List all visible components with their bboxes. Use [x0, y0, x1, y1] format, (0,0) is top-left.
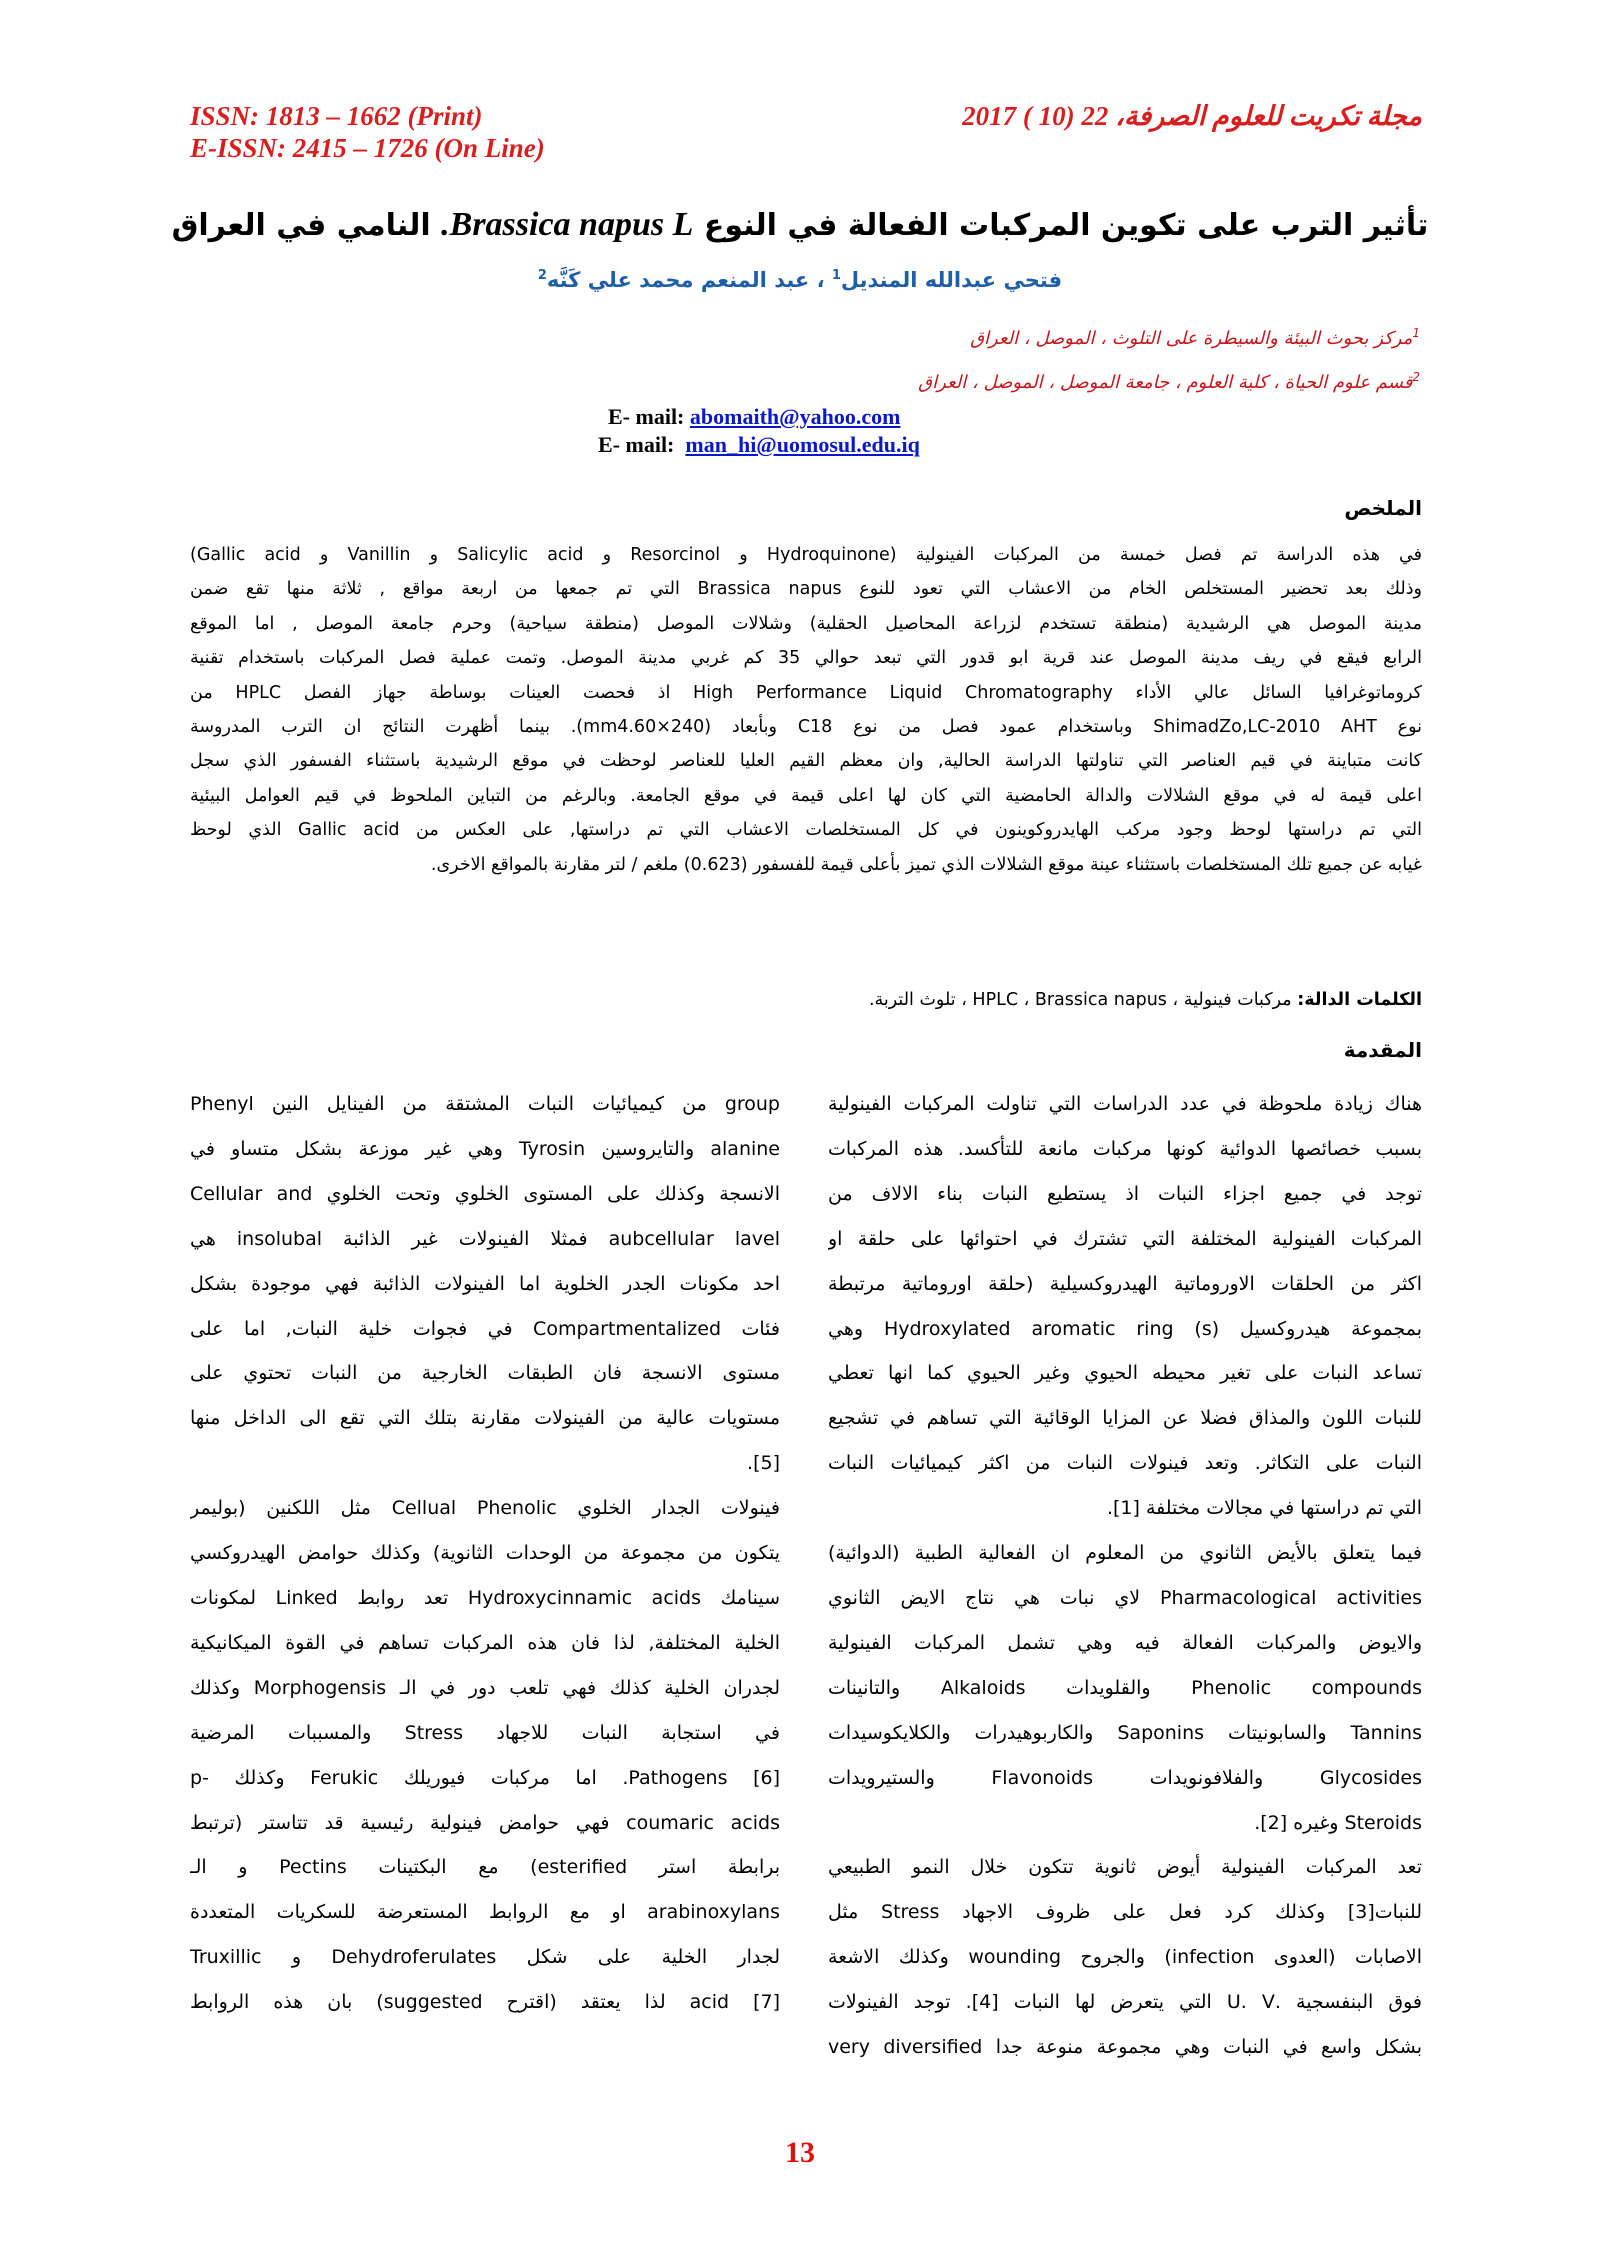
intro-line: coumaric acids فهي حوامض فينولية رئيسية قد تتاستر (ترتبط [190, 1811, 780, 1834]
issn-online: E-ISSN: 2415 – 1726 (On Line) [190, 133, 545, 163]
author-2: عبد المنعم محمد علي كَنَّه [546, 268, 810, 292]
abstract-line: الرابع فيقع في ريف مدينة الموصل عند قرية ابو قدور التي تبعد حوالي 35 كم غربي مدينة الموصل. وتمت عملية فصل المركبات باستخدام تقنية [190, 648, 1422, 669]
abstract-heading: الملخص [1344, 496, 1422, 520]
intro-line: [5]. [747, 1452, 780, 1475]
intro-line: التي تم دراستها في مجالات مختلفة [1]. [1106, 1497, 1422, 1520]
email-2 [598, 432, 920, 458]
intro-line: تساعد النبات على تغير محيطه الحيوي وغير الحيوي كما انها تعطي [828, 1362, 1422, 1385]
intro-line: للنبات اللون والمذاق فضلا عن المزايا الوقائية التي تساهم في تشجيع [828, 1407, 1422, 1430]
intro-line: بسبب خصائصها الدوائية كونها مركبات مانعة للتأكسد. هذه المركبات [828, 1137, 1422, 1160]
intro-line: لجدران الخلية كذلك فهي تلعب دور في الـ Morphogensis وكذلك [190, 1676, 780, 1699]
intro-line: سينامك Hydroxycinnamic acids تعد روابط Linked لمكونات [190, 1586, 780, 1609]
intro-line: يتكون من مجموعة من الوحدات الثانوية) وكذلك حوامض الهيدروكسي [190, 1542, 780, 1565]
paper-title [150, 205, 1450, 246]
intro-line: Pharmacological activities لاي نبات هي نتاج الايض الثانوي [828, 1586, 1422, 1609]
affiliation-2 [918, 362, 1420, 398]
intro-line: في استجابة النبات للاجهاد Stress والمسببات المرضية [190, 1721, 780, 1744]
intro-line: والايوض والمركبات الفعالة فيه وهي تشمل المركبات الفينولية [828, 1631, 1422, 1654]
intro-line: فيما يتعلق بالأيض الثانوي من المعلوم ان الفعالية الطبية (الدوائية) [828, 1542, 1422, 1565]
intro-line: Pathogens [6]. اما مركبات فيوريلك Ferukic وكذلك -p [190, 1766, 780, 1789]
page-number: 13 [785, 2136, 815, 2169]
intro-line: Tannins والسابونيتات Saponins والكاربوهيدرات والكلايكوسيدات [828, 1721, 1422, 1744]
author-1-affil: 1 [831, 268, 841, 283]
issn-print: ISSN: 1813 – 1662 (Print) [190, 101, 483, 131]
intro-line: acid [7] لذا يعتقد (اقترح suggested) بان هذه الروابط [190, 1991, 780, 2014]
abstract-line: مدينة الموصل هي الرشيدية (منطقة تستخدم لزراعة المحاصيل الحقلية) وشلالات الموصل (منطقة سياحية) وحرم جامعة الموصل , اما الموقع [190, 613, 1422, 634]
abstract-line: غيابه عن جميع تلك المستخلصات باستثناء عينة موقع الشلالات الذي تميز بأعلى قيمة للفسفور (0.623) ملغم / لتر مقارنة بالمواقع الاخرى. [430, 854, 1422, 875]
abstract-line: التي تم دراستها لوحظ وجود مركب الهايدروكوينون في كل المستخلصات الاعشاب التي تم دراستها, على العكس من Gallic acid الذي لوحظ [190, 820, 1422, 841]
email-2-link[interactable]: man_hi@uomosul.edu.iq [685, 432, 920, 457]
intro-line: اكثر من الحلقات الاوروماتية الهيدروكسيلية (حلقة اوروماتية مرتبطة [828, 1272, 1422, 1295]
intro-line: مستوى الانسجة فان الطبقات الخارجية من النبات تحتوي على [190, 1362, 780, 1385]
title-species: Brassica napus L. [441, 206, 694, 243]
intro-line: مستويات عالية من الفينولات مقارنة بتلك التي تقع الى الداخل منها [190, 1407, 780, 1430]
abstract-line: نوع ShimadZo,LC-2010 AHT وباستخدام عمود فصل من نوع C18 وبأبعاد (mm4.60×240). بينما أظهرت النتائج ان الترب المدروسة [190, 717, 1422, 738]
author-separator: ، [816, 268, 825, 292]
email-1-label: E- mail: [608, 404, 685, 429]
intro-line: فينولات الجدار الخلوي Cellual Phenolic مثل اللكنين (بوليمر [190, 1497, 780, 1520]
intro-line: الانسجة وكذلك على المستوى الخلوي وتحت الخلوي Cellular and [190, 1182, 780, 1205]
affiliation-2-marker: 2 [1412, 370, 1420, 384]
abstract-line: في هذه الدراسة تم فصل خمسة من المركبات الفينولية (Hydroquinone و Resorcinol و Salicylic acid و Vanillin و Gallic acid) [190, 545, 1422, 565]
intro-line: alanine والتايروسين Tyrosin وهي غير موزعة بشكل متساو في [190, 1137, 780, 1160]
abstract-body [190, 538, 1422, 882]
abstract-line: كروماتوغرافيا السائل عالي الأداء High Performance Liquid Chromatography اذ فحصت العينات بوساطة جهاز الفصل HPLC من [190, 682, 1422, 703]
author-list [150, 258, 1450, 298]
issn-block [190, 100, 545, 164]
intro-line: group من كيميائيات النبات المشتقة من الفينايل النين Phenyl [190, 1093, 780, 1115]
intro-line: فئات Compartmentalized في فجوات خلية النبات, اما على [190, 1317, 780, 1340]
intro-line: تعد المركبات الفينولية أيوض ثانوية تتكون خلال النمو الطبيعي [828, 1856, 1422, 1879]
keywords-text: مركبات فينولية ، HPLC ، Brassica napus ، تلوث التربة. [868, 990, 1292, 1010]
abstract-line: كانت متباينة في قيم العناصر التي تناولتها الدراسة الحالية, وان معظم القيم العليا للعناصر لوحظت في موقع الرشيدية باستثناء الفسفور الذي سجل [190, 751, 1422, 772]
abstract-line: وذلك بعد تحضير المستخلص الخام من الاعشاب التي تعود للنوع Brassica napus التي تم جمعها من اربعة مواقع , ثلاثة منها تقع ضمن [190, 579, 1422, 600]
introduction-heading: المقدمة [1343, 1038, 1422, 1062]
intro-line: الخلية المختلفة, لذا فان هذه المركبات تساهم في القوة الميكانيكية [190, 1631, 780, 1654]
intro-line: Glycosides والفلافونويدات Flavonoids والستيرويدات [828, 1766, 1422, 1789]
intro-line: بشكل واسع في النبات وهي مجموعة منوعة جدا very diversified [828, 2036, 1422, 2059]
intro-line: المركبات الفينولية المختلفة التي تشترك في احتوائها على حلقة او [828, 1227, 1422, 1250]
intro-line: للنبات[3] وكذلك كرد فعل على ظروف الاجهاد Stress مثل [828, 1901, 1422, 1924]
intro-line: فوق البنفسجية .U. V التي يتعرض لها النبات [4]. توجد الفينولات [828, 1991, 1422, 2014]
affiliation-2-text: قسم علوم الحياة ، كلية العلوم ، جامعة الموصل ، الموصل ، العراق [918, 372, 1413, 393]
title-arabic-part1: تأثير الترب على تكوين المركبات الفعالة في النوع [703, 208, 1429, 243]
affiliation-1 [970, 318, 1420, 354]
intro-line: هناك زيادة ملحوظة في عدد الدراسات التي تناولت المركبات الفينولية [828, 1093, 1422, 1115]
intro-line: aubcellular lavel فمثلا الفينولات غير الذائبة insolubal هي [190, 1227, 780, 1250]
introduction-right-column [828, 1082, 1422, 2070]
intro-line: احد مكونات الجدر الخلوية اما الفينولات الذائبة فهي موجودة بشكل [190, 1272, 780, 1295]
intro-line: برابطة استر esterified) مع البكتينات Pectins و الـ [190, 1856, 780, 1879]
email-2-label: E- mail: [598, 432, 675, 457]
affiliation-1-text: مركز بحوث البيئة والسيطرة على التلوث ، الموصل ، العراق [970, 328, 1413, 349]
affiliation-1-marker: 1 [1412, 326, 1420, 340]
abstract-line: اعلى قيمة له في موقع الشلالات والدالة الحامضية التي كان لها اعلى قيمة في موقع الجامعة. وبالرغم من التباين الملحوظ في قيم العوامل البيئية [190, 785, 1422, 806]
author-2-affil: 2 [537, 268, 547, 283]
intro-line: النبات على التكاثر. وتعد فينولات النبات من اكثر كيميائيات النبات [828, 1452, 1422, 1475]
intro-line: لجدار الخلية على شكل Dehydroferulates و Truxillic [190, 1946, 780, 1969]
keywords-label: الكلمات الدالة: [1297, 990, 1422, 1010]
intro-line: arabinoxylans او مع الروابط المستعرضة للسكريات المتعددة [190, 1901, 780, 1924]
email-1-link[interactable]: abomaith@yahoo.com [689, 404, 901, 429]
title-arabic-part2: النامي في العراق [171, 208, 431, 243]
author-1: فتحي عبدالله المنديل [840, 268, 1063, 292]
email-1 [608, 404, 900, 430]
intro-line: توجد في جميع اجزاء النبات اذ يستطيع النبات بناء الالاف من [828, 1182, 1422, 1205]
keywords [869, 985, 1422, 1015]
intro-line: Steroids وغيره [2]. [1254, 1811, 1422, 1834]
introduction-left-column [190, 1082, 780, 2025]
journal-citation: مجلة تكريت للعلوم الصرفة، 22 (10 ) 2017 [962, 101, 1422, 131]
intro-line: بمجموعة هيدروكسيل (Hydroxylated aromatic ring (s وهي [828, 1317, 1422, 1340]
intro-line: الاصابات (العدوى infection) والجروح wounding وكذلك الاشعة [828, 1946, 1422, 1969]
intro-line: Phenolic compounds والقلويدات Alkaloids والتانينات [828, 1676, 1422, 1699]
